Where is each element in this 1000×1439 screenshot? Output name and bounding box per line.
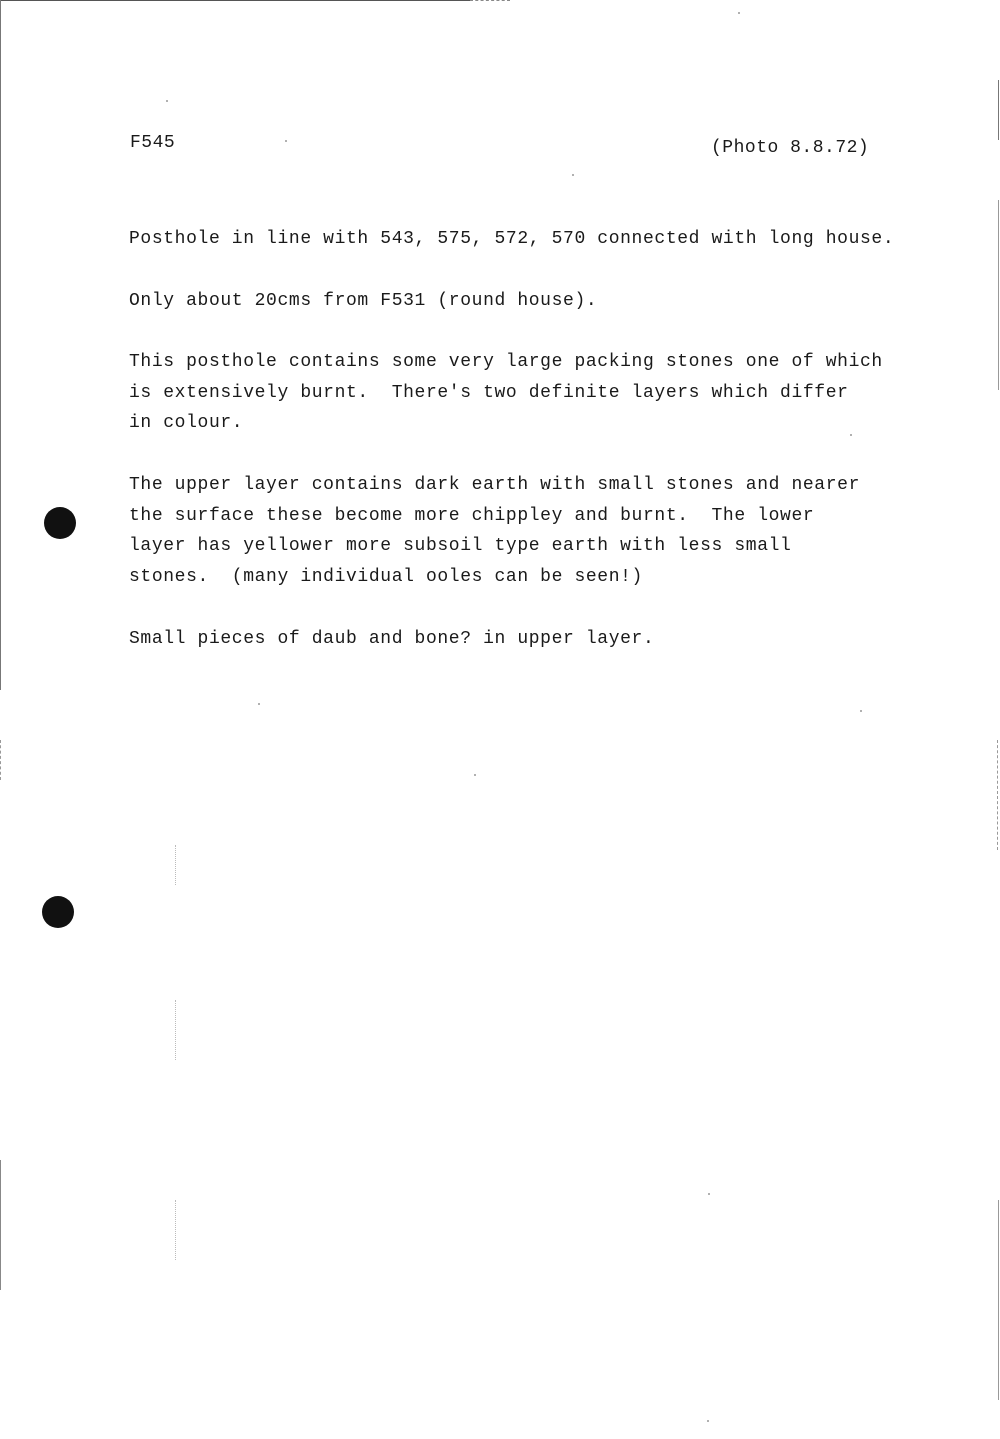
scan-speck <box>258 703 260 705</box>
scan-edge-right <box>998 1200 999 1400</box>
scan-dots <box>175 845 177 885</box>
scan-speck <box>285 140 287 142</box>
scan-dots <box>175 1200 177 1260</box>
text-line: the surface these become more chippley and burnt. The lower <box>129 505 815 526</box>
paragraph-finds <box>129 624 654 655</box>
punch-hole <box>44 507 76 539</box>
scan-edge-right <box>998 200 999 390</box>
text-line: This posthole contains some very large packing stones one of which <box>129 352 883 372</box>
scan-speck <box>708 1193 710 1195</box>
scan-edge-left <box>0 0 1 690</box>
text-line: layer has yellower more subsoil type earth with less small <box>129 536 792 557</box>
scan-speck <box>707 1420 709 1422</box>
scan-edge-top <box>0 0 470 1</box>
scan-dots <box>175 1000 177 1060</box>
paragraph-packing-stones <box>129 347 883 439</box>
text-line: The upper layer contains dark earth with small stones and nearer <box>129 475 860 495</box>
text-line: Posthole in line with 543, 575, 572, 570 connected with long house. <box>129 229 895 249</box>
feature-reference: F545 <box>130 133 176 153</box>
text-line: Only about 20cms from F531 (round house). <box>129 291 598 311</box>
scan-speck <box>738 12 740 14</box>
scan-edge-right <box>997 740 999 850</box>
text-line: is extensively burnt. There's two definite layers which differ <box>129 382 849 403</box>
paragraph-layers <box>129 470 860 593</box>
scan-speck <box>572 174 574 176</box>
paragraph-location <box>129 224 894 255</box>
text-line: Small pieces of daub and bone? in upper layer. <box>129 629 655 649</box>
scan-speck <box>166 100 168 102</box>
text-line: in colour. <box>129 413 244 434</box>
text-line: stones. (many individual ooles can be seen!) <box>129 567 643 588</box>
punch-hole <box>42 896 74 928</box>
scan-speck <box>474 774 476 776</box>
scan-speck <box>860 710 862 712</box>
scan-edge-left <box>0 1160 1 1290</box>
scan-edge-right <box>998 80 999 140</box>
scan-edge-top-dash <box>470 0 510 2</box>
paragraph-distance <box>129 286 597 317</box>
scan-edge-left <box>0 740 2 780</box>
photo-reference: (Photo 8.8.72) <box>711 138 870 158</box>
